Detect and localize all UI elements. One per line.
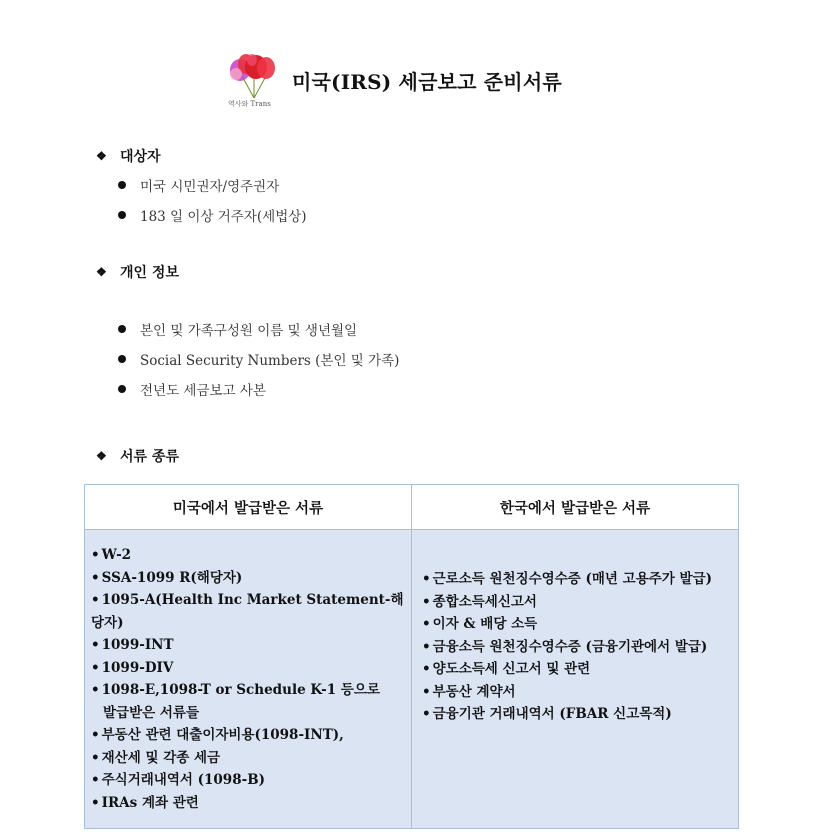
table-row — [85, 530, 739, 829]
column-header-korea: 한국에서 발급받은 서류 — [412, 485, 739, 530]
list-item: • 1098-E,1098-T or Schedule K-1 등으로 발급받은 서류들 — [91, 679, 405, 724]
list-item: • 1099-INT — [91, 637, 174, 653]
list-item: • 종합소득세신고서 — [422, 593, 537, 610]
list-item-text: IRAs 계좌 관련 — [101, 794, 199, 811]
list-item: • 이자 & 배당 소득 — [422, 616, 538, 632]
list-item-text: SSA-1099 R(해당자) — [101, 569, 243, 586]
section-heading — [96, 262, 179, 282]
diamond-bullet-icon: ❖ — [96, 449, 107, 463]
list-item — [96, 314, 399, 344]
list-item: • 1095-A(Health Inc Market Statement-해당자) — [91, 592, 404, 631]
list-item-text: 금융소득 원천징수영수증 (금융기관에서 발급) — [432, 638, 708, 655]
section-heading-label: 개인 정보 — [120, 265, 179, 281]
list-item — [96, 374, 399, 404]
list-item-text: 전년도 세금보고 사본 — [140, 383, 266, 399]
list-item-text: Social Security Numbers (본인 및 가족) — [140, 353, 400, 369]
list-item-text: 부동산 계약서 — [432, 683, 516, 700]
list-item: • 양도소득세 신고서 및 관련 — [422, 661, 591, 677]
korea-documents-cell — [412, 530, 739, 829]
eligibility-list — [96, 170, 307, 230]
flower-logo — [222, 50, 286, 110]
diamond-bullet-icon: ❖ — [96, 149, 107, 163]
korea-documents-list — [418, 568, 732, 726]
diamond-bullet-icon: ❖ — [96, 265, 107, 279]
list-item: • W-2 — [91, 547, 132, 563]
bullet-dot-icon — [118, 181, 126, 189]
documents-table — [84, 484, 739, 829]
section-document-types — [96, 446, 179, 466]
list-item-text: 양도소득세 신고서 및 관련 — [432, 661, 591, 677]
list-item: • IRAs 계좌 관련 — [91, 794, 199, 811]
section-heading-label: 서류 종류 — [120, 449, 179, 465]
document-header — [222, 50, 562, 110]
flower-icon — [222, 50, 286, 102]
list-item-text: W-2 — [101, 547, 132, 563]
list-item-text: 부동산 관련 대출이자비용(1098-INT), — [101, 727, 344, 743]
list-item — [96, 344, 399, 374]
us-documents-cell — [85, 530, 412, 829]
logo-caption: 역사와 Trans — [228, 100, 271, 108]
bullet-dot-icon — [118, 211, 126, 219]
list-item-text: 1095-A(Health Inc Market Statement-해당자) — [91, 592, 404, 631]
section-heading — [96, 146, 161, 166]
list-item-text: 근로소득 원천징수영수증 (매년 고용주가 발급) — [432, 571, 712, 587]
section-heading — [96, 446, 179, 466]
list-item: • 재산세 및 각종 세금 — [91, 749, 221, 766]
list-item-text: 주식거래내역서 (1098-B) — [101, 772, 265, 788]
list-item-text: 재산세 및 각종 세금 — [101, 749, 221, 766]
list-item: • 부동산 계약서 — [422, 683, 516, 700]
list-item-text: 본인 및 가족구성원 이름 및 생년월일 — [140, 323, 358, 339]
section-heading-label: 대상자 — [120, 149, 161, 165]
us-documents-list — [91, 544, 405, 814]
list-item: • 금융소득 원천징수영수증 (금융기관에서 발급) — [422, 638, 708, 655]
bullet-dot-icon — [118, 355, 126, 363]
list-item: • 주식거래내역서 (1098-B) — [91, 772, 265, 788]
list-item-text: 1098-E,1098-T or Schedule K-1 등으로 — [101, 682, 380, 698]
list-item: • SSA-1099 R(해당자) — [91, 569, 243, 586]
list-item-text: 183 일 이상 거주자(세법상) — [140, 209, 307, 225]
table-header-row — [85, 485, 739, 530]
list-item-text: 이자 & 배당 소득 — [432, 616, 538, 632]
bullet-dot-icon — [118, 325, 126, 333]
list-item — [96, 200, 307, 230]
list-item: • 부동산 관련 대출이자비용(1098-INT), — [91, 727, 344, 743]
list-item-text: 종합소득세신고서 — [432, 593, 537, 610]
list-item: • 근로소득 원천징수영수증 (매년 고용주가 발급) — [422, 571, 712, 587]
page-title: 미국(IRS) 세금보고 준비서류 — [292, 69, 562, 94]
list-item-text: 1099-INT — [101, 637, 174, 653]
list-item — [96, 170, 307, 200]
list-item-continuation: 발급받은 서류들 — [103, 704, 199, 721]
section-personal-info — [96, 262, 179, 282]
column-header-us: 미국에서 발급받은 서류 — [85, 485, 412, 530]
list-item-text: 미국 시민권자/영주권자 — [140, 179, 280, 195]
list-item-text: 금융기관 거래내역서 (FBAR 신고목적) — [432, 706, 672, 722]
personal-info-list — [96, 314, 399, 404]
list-item-text: 1099-DIV — [101, 659, 174, 676]
bullet-dot-icon — [118, 385, 126, 393]
list-item: • 1099-DIV — [91, 659, 174, 676]
section-eligibility — [96, 146, 161, 166]
list-item: • 금융기관 거래내역서 (FBAR 신고목적) — [422, 706, 672, 722]
